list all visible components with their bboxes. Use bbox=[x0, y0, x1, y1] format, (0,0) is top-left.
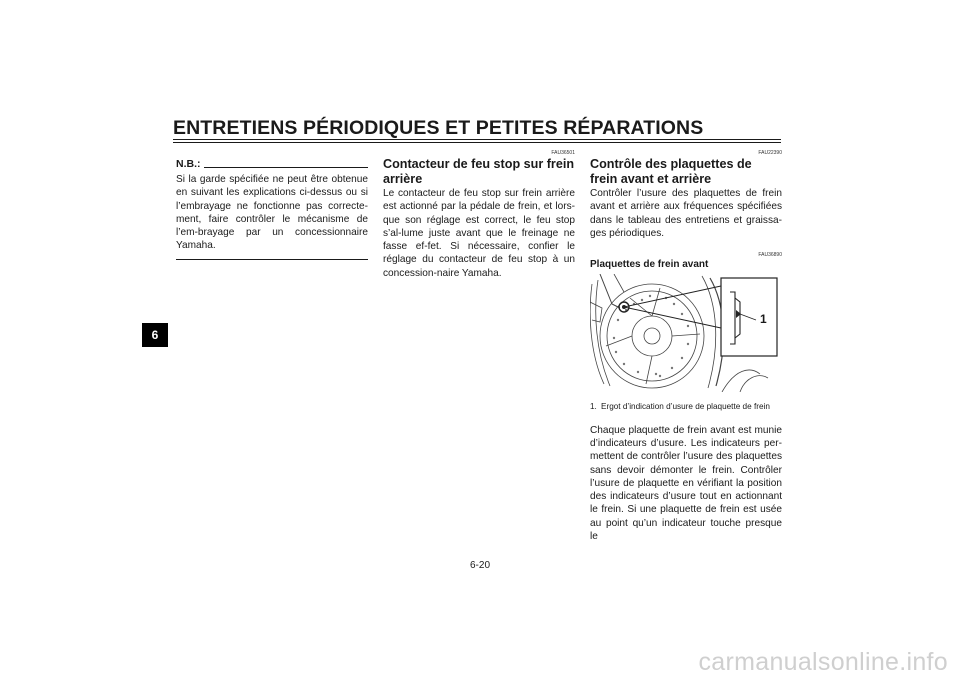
section-heading-brake-light-switch: Contacteur de feu stop sur frein arrière bbox=[383, 157, 575, 186]
column-2 bbox=[383, 150, 575, 280]
note-header-rule bbox=[204, 167, 369, 168]
figure-caption bbox=[590, 402, 782, 412]
column-3 bbox=[590, 150, 782, 543]
page-number: 6-20 bbox=[469, 560, 490, 571]
chapter-tab: 6 bbox=[142, 323, 168, 347]
page-title: ENTRETIENS PÉRIODIQUES ET PETITES RÉPARATIONS bbox=[173, 117, 704, 139]
figure-callout-number: 1 bbox=[760, 312, 767, 327]
brake-pad-figure bbox=[590, 274, 780, 392]
watermark: carmanualsonline.info bbox=[698, 648, 948, 676]
section-code: FAU36501 bbox=[551, 150, 575, 156]
section-body: Chaque plaquette de frein avant est munie d’indicateurs d’usure. Les indicateurs per-mettent de contrôler l’usure des plaquettes sans devoir démonter le frein. Contrôler l’usure de plaquette en vérifiant la position des indicateurs d’usure tout en actionnant le frein. Si une plaquette de frein est usée au point qu’un indicateur touche presque le bbox=[590, 424, 782, 543]
note-header bbox=[176, 158, 368, 170]
section-code: FAU22390 bbox=[758, 150, 782, 156]
subsection-heading: Plaquettes de frein avant bbox=[590, 259, 709, 271]
section-intro: Contrôler l’usure des plaquettes de frein avant et arrière aux fréquences spécifiées dans le tableau des entretiens et graissa-ges périodiques. bbox=[590, 188, 782, 239]
section-heading-brake-pads: Contrôle des plaquettes de frein avant et arrière bbox=[590, 157, 752, 186]
note-text: Si la garde spécifiée ne peut être obtenue en suivant les explications ci-dessus ou si l’embrayage ne fonctionne pas correcte-ment, faire contrôler le mécanisme de l’em-brayage par un concessionnaire Yamaha. bbox=[176, 174, 368, 252]
brake-disc-illustration bbox=[590, 274, 780, 392]
caption-text: Ergot d’indication d’usure de plaquette de frein bbox=[601, 402, 770, 412]
note-label: N.B.: bbox=[176, 158, 201, 170]
column-1 bbox=[176, 150, 368, 260]
title-rule bbox=[173, 139, 781, 143]
subsection-code: FAU36890 bbox=[758, 252, 782, 259]
caption-number: 1. bbox=[590, 402, 597, 412]
note-end-rule bbox=[176, 259, 368, 260]
section-text: Le contacteur de feu stop sur frein arrière est actionné par la pédale de frein, et lors-que son réglage est correct, le feu stop s’al-lume juste avant que le freinage ne fasse ef-fet. Si nécessaire, confier le réglage du contacteur de feu stop à un concession-naire Yamaha. bbox=[383, 188, 575, 279]
